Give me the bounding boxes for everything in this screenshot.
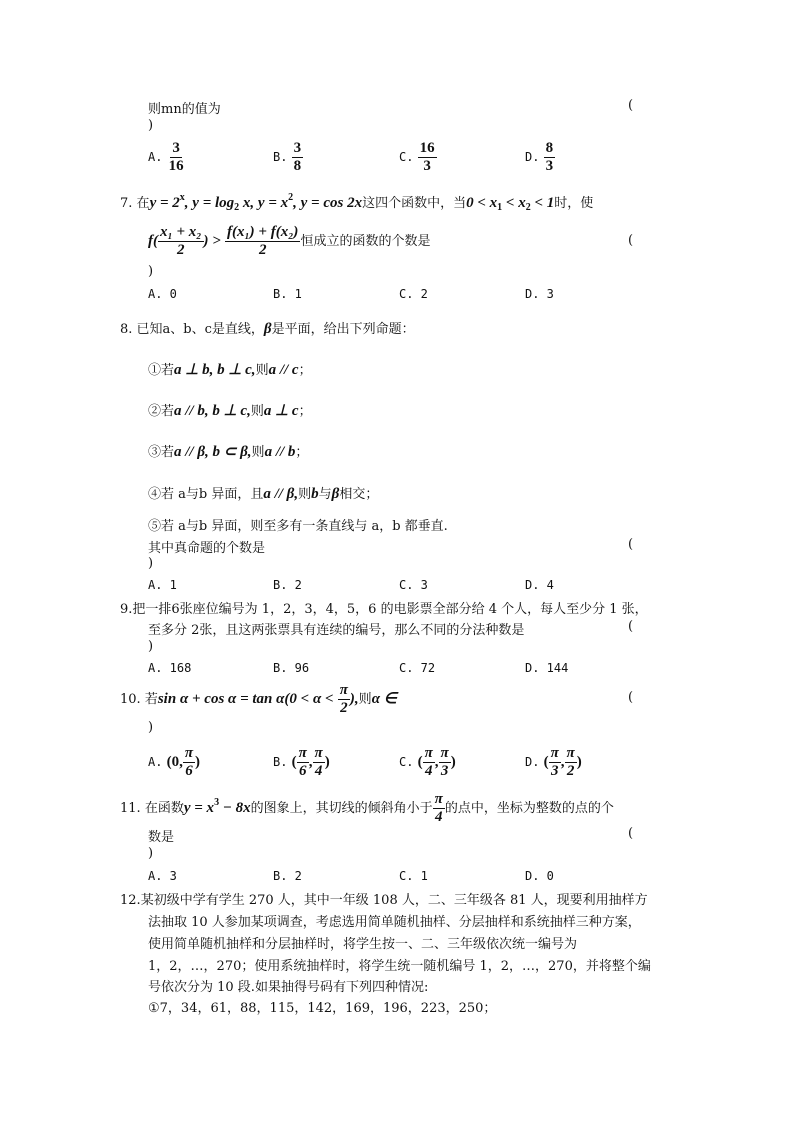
q6-option-d: D. $\frac{8}{3}$ <box>525 140 554 174</box>
q12-line2: 法抽取 10 人参加某项调查，考虑选用简单随机抽样、分层抽样和系统抽样三种方案， <box>148 915 641 930</box>
q9-number: 9. <box>120 602 133 617</box>
q12-line6: ①7，34，61，88，115，142，169，196，223，250； <box>148 1001 497 1016</box>
q7-paren-open: ( <box>628 233 634 248</box>
q12-line1: 12.某初级中学有学生 270 人，其中一年级 108 人，二、三年级各 81 人，现要利用抽样方 <box>120 893 648 908</box>
q11-option-c: C. 1 <box>399 869 428 883</box>
q12-number: 12. <box>120 893 141 908</box>
q11-option-b: B. 2 <box>273 869 302 883</box>
q8-option-d: D. 4 <box>525 578 554 592</box>
q8-question: 其中真命题的个数是 <box>148 541 266 556</box>
q10-paren-close: ) <box>148 720 154 735</box>
q9-option-d: D. 144 <box>525 661 569 675</box>
q8-option-a: A. 1 <box>148 578 177 592</box>
q7-paren-close: ) <box>148 264 154 279</box>
q10-number: 10. <box>120 692 141 707</box>
q11-option-d: D. 0 <box>525 869 554 883</box>
q7-line1: 7. 在$y = 2^x$, $y = \log_2 x$, $y = x^2$, y = cos 2x这四个函数中，当$0 < x_1 < x_2 < 1$时，使 <box>120 192 594 213</box>
q12-line5: 号依次分为 10 段.如果抽得号码有下列四种情况: <box>148 980 429 995</box>
q6-option-a: A. $\frac{3}{16}$ <box>148 140 184 174</box>
q8-paren-open: ( <box>628 537 634 552</box>
q11-number: 11. <box>120 801 141 816</box>
q10-paren-open: ( <box>628 690 634 705</box>
q8-proposition-4: ④若 a与b 异面，且a // β,则b与β相交； <box>148 486 379 502</box>
q8-proposition-3: ③若a // β, b ⊂ β,则a // b； <box>148 444 309 460</box>
q6-option-c: C. $\frac{16}{3}$ <box>399 140 435 174</box>
q9-line2: 至多分 2张，且这两张票具有连续的编号，那么不同的分法种数是 <box>148 623 525 638</box>
q7-option-b: B. 1 <box>273 287 302 301</box>
q8-number: 8. <box>120 322 133 337</box>
q8-proposition-1: ①若a ⊥ b, b ⊥ c,则a // c； <box>148 362 312 378</box>
q10-option-c: C. ( $\frac{\pi}{4}$ , $\frac{\pi}{3}$ ) <box>399 745 456 779</box>
q8-proposition-2: ②若a // b, b ⊥ c,则a ⊥ c； <box>148 403 312 419</box>
q8-intro: 8. 已知a、b、c是直线，β是平面，给出下列命题： <box>120 321 415 337</box>
q12-line3: 使用简单随机抽样和分层抽样时，将学生按一、二、三年级依次统一编号为 <box>148 937 578 952</box>
q9-line1: 9.把一排6张座位编号为 1，2，3，4，5，6 的电影票全部分给 4 个人，每人至少分 1 张， <box>120 602 648 617</box>
q10-option-b: B. ( $\frac{\pi}{6}$ , $\frac{\pi}{4}$ ) <box>273 745 330 779</box>
q6-stem-tail: 则mn的值为 <box>148 102 221 117</box>
q7-number: 7. <box>120 196 133 211</box>
q6-option-b: B. $\frac{3}{8}$ <box>273 140 302 174</box>
q7-inequality-line: f( $\frac{\text{x₁ + x₂}}{2}$ ) > $\frac{\text{f(x₁) + f(x₂)}}{2}$ 恒成立的函数的个数是 <box>148 224 431 258</box>
q11-line2: 数是 <box>148 830 175 845</box>
q10-option-d: D. ( $\frac{\pi}{3}$ , $\frac{\pi}{2}$ ) <box>525 745 582 779</box>
q9-option-a: A. 168 <box>148 661 192 675</box>
q9-option-b: B. 96 <box>273 661 310 675</box>
q6-paren-open: ( <box>628 98 634 113</box>
q10-option-a: A. (0, $\frac{\pi}{6}$ ) <box>148 745 201 779</box>
q7-option-d: D. 3 <box>525 287 554 301</box>
q8-option-c: C. 3 <box>399 578 428 592</box>
q7-option-c: C. 2 <box>399 287 428 301</box>
q11-paren-close: ) <box>148 846 154 861</box>
q7-option-a: A. 0 <box>148 287 177 301</box>
q9-option-c: C. 72 <box>399 661 436 675</box>
q9-paren-open: ( <box>628 619 634 634</box>
q11-paren-open: ( <box>628 826 634 841</box>
q8-proposition-5: ⑤若 a与b 异面，则至多有一条直线与 a，b 都垂直. <box>148 519 448 534</box>
q8-paren-close: ) <box>148 556 154 571</box>
q10-stem: 10. 若sin α + cos α = tan α(0 < α < $\frac{\pi}{2}$ ),则α ∈ <box>120 682 397 716</box>
q6-paren-close: ) <box>148 118 154 133</box>
q12-line4: 1，2，…，270；使用系统抽样时，将学生统一随机编号 1，2，…，270，并将整个编 <box>148 959 651 974</box>
q8-option-b: B. 2 <box>273 578 302 592</box>
q11-stem: 11. 在函数$y = x^3 - 8x$的图象上，其切线的倾斜角小于 $\frac{\pi}{4}$ 的点中，坐标为整数的点的个 <box>120 791 614 825</box>
q11-option-a: A. 3 <box>148 869 177 883</box>
q9-paren-close: ) <box>148 639 154 654</box>
